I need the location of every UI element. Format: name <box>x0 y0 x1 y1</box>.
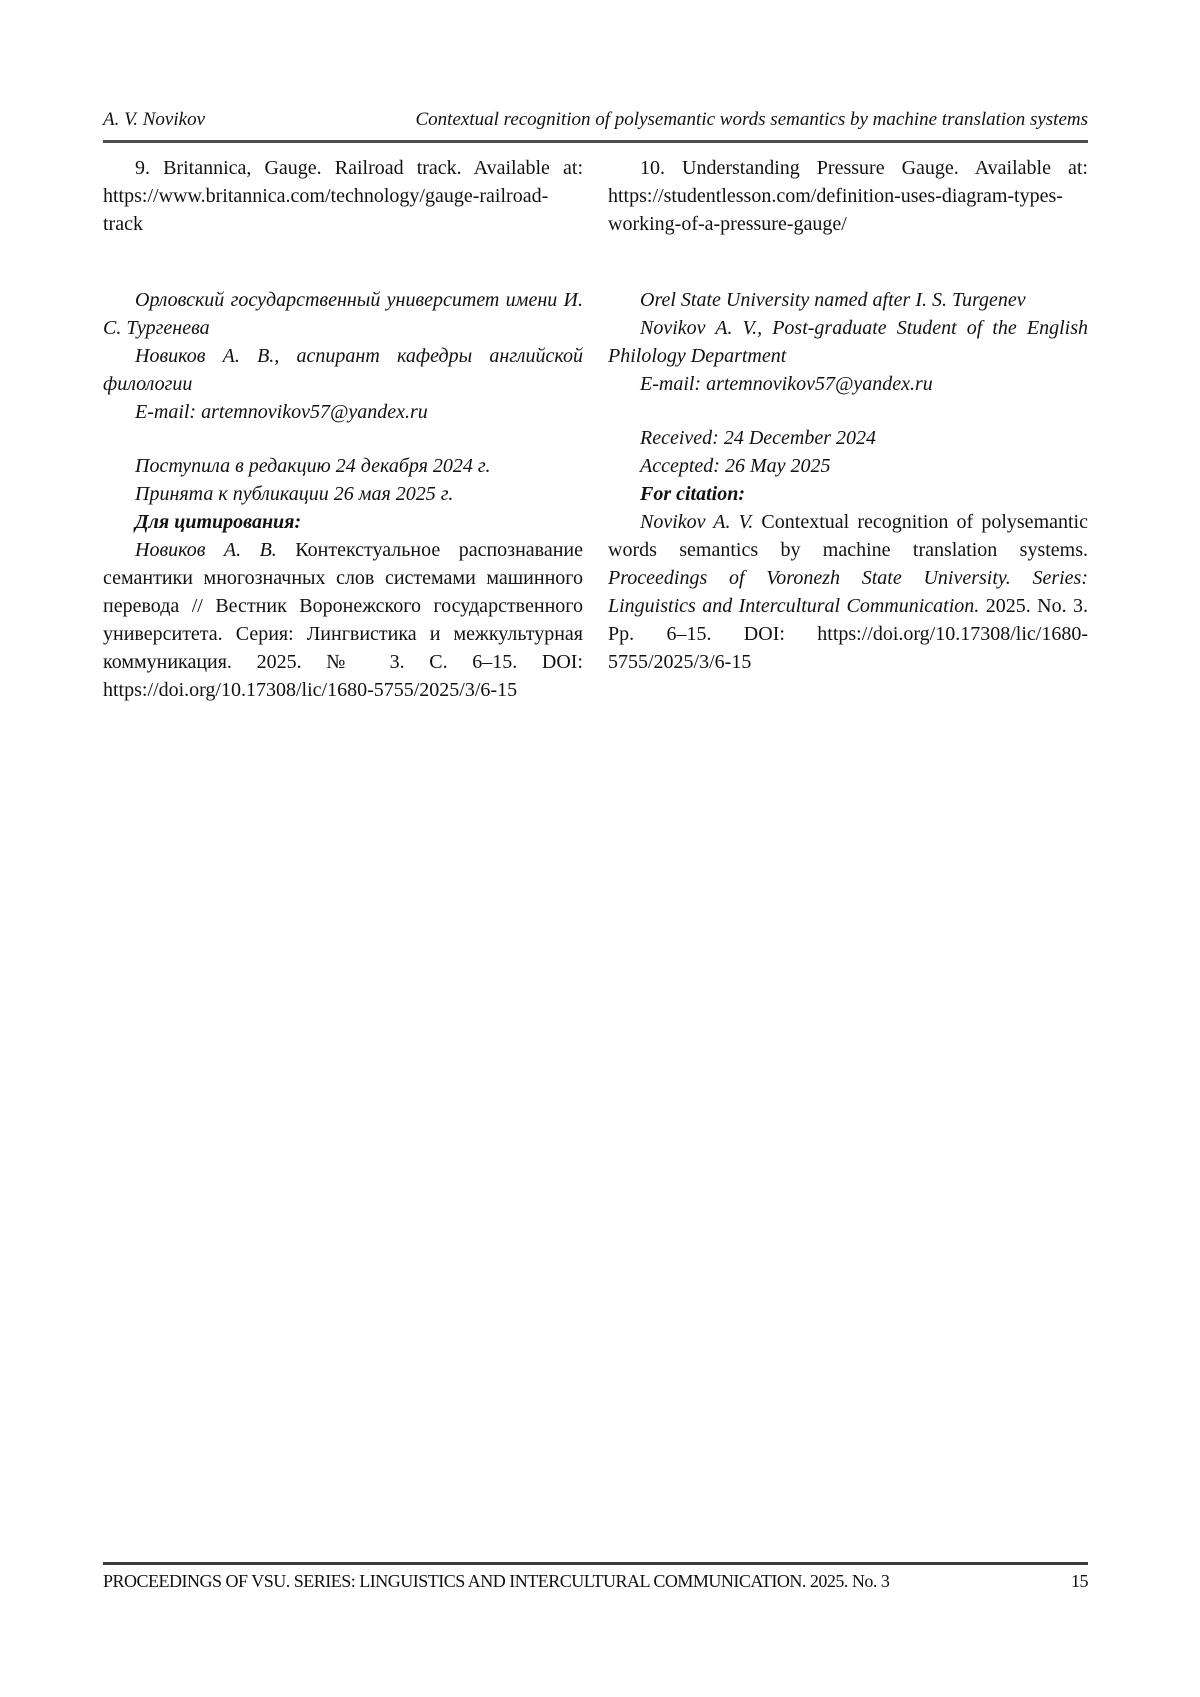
reference-item-10: 10. Understanding Pressure Gauge. Available at: https://studentlesson.com/definition-uses-diagram-types-working-of-a-pressure-gauge/ <box>608 157 1088 235</box>
date-accepted-en: Accepted: 26 May 2025 <box>640 455 831 477</box>
two-column-body <box>103 154 1088 704</box>
left-column <box>103 154 583 704</box>
running-header <box>103 108 1088 143</box>
right-column <box>608 154 1088 704</box>
reference-item-9: 9. Britannica, Gauge. Railroad track. Available at: https://www.britannica.com/technology/gauge-railroad-track <box>103 157 583 235</box>
citation-body-en-2: 2025. No. 3. Pp. 6–15. DOI: https://doi.org/10.17308/lic/1680-5755/2025/3/6-15 <box>608 595 1088 673</box>
citation-heading-ru: Для цитирования: <box>135 511 302 533</box>
affiliation-author-role-ru: Новиков А. В., аспирант кафедры английской филологии <box>103 345 583 395</box>
footer-journal-line: PROCEEDINGS OF VSU. SERIES: LINGUISTICS AND INTERCULTURAL COMMUNICATION. 2025. No. 3 <box>103 1571 890 1591</box>
affiliation-author-role-en: Novikov A. V., Post-graduate Student of the English Philology Department <box>608 317 1088 367</box>
citation-body-ru: Контекстуальное распознавание семантики многозначных слов системами машинного перевода // Вестник Воронежского государственного университета. Серия: Лингвистика и межкультурная коммуникация. 2025. № 3. С. 6–15. DOI: https://doi.org/10.17308/lic/1680-5755/2025/3/6-15 <box>103 539 583 701</box>
affiliation-email-en: E-mail: artemnovikov57@yandex.ru <box>640 373 933 395</box>
date-accepted-ru: Принята к публикации 26 мая 2025 г. <box>135 483 454 505</box>
citation-heading-en: For citation: <box>640 483 746 505</box>
page-content <box>103 108 1088 704</box>
affiliation-block-en <box>608 286 1088 398</box>
affiliation-email-ru: E-mail: artemnovikov57@yandex.ru <box>135 401 428 423</box>
footer-page-number: 15 <box>1071 1571 1088 1591</box>
citation-author-en: Novikov A. V. <box>640 511 754 533</box>
date-received-en: Received: 24 December 2024 <box>640 427 876 449</box>
citation-body-en-1: Contextual recognition of polysemantic words semantics by machine translation systems. <box>608 511 1088 561</box>
dates-block-en <box>608 424 1088 480</box>
running-footer <box>103 1562 1088 1592</box>
date-received-ru: Поступила в редакцию 24 декабря 2024 г. <box>135 455 491 477</box>
running-header-author: A. V. Novikov <box>103 109 206 130</box>
citation-journal-en: Proceedings of Voronezh State University. Series: Linguistics and Intercultural Communication. <box>608 567 1088 617</box>
affiliation-block-ru <box>103 286 583 426</box>
running-header-title: Contextual recognition of polysemantic words semantics by machine translation systems <box>415 109 1088 130</box>
citation-author-ru: Новиков А. В. <box>135 539 277 561</box>
dates-block-ru <box>103 452 583 508</box>
citation-text-en <box>608 508 1088 676</box>
citation-text-ru <box>103 536 583 704</box>
affiliation-university-ru: Орловский государственный университет имени И. С. Тургенева <box>103 289 583 339</box>
affiliation-university-en: Orel State University named after I. S. Turgenev <box>640 289 1026 311</box>
